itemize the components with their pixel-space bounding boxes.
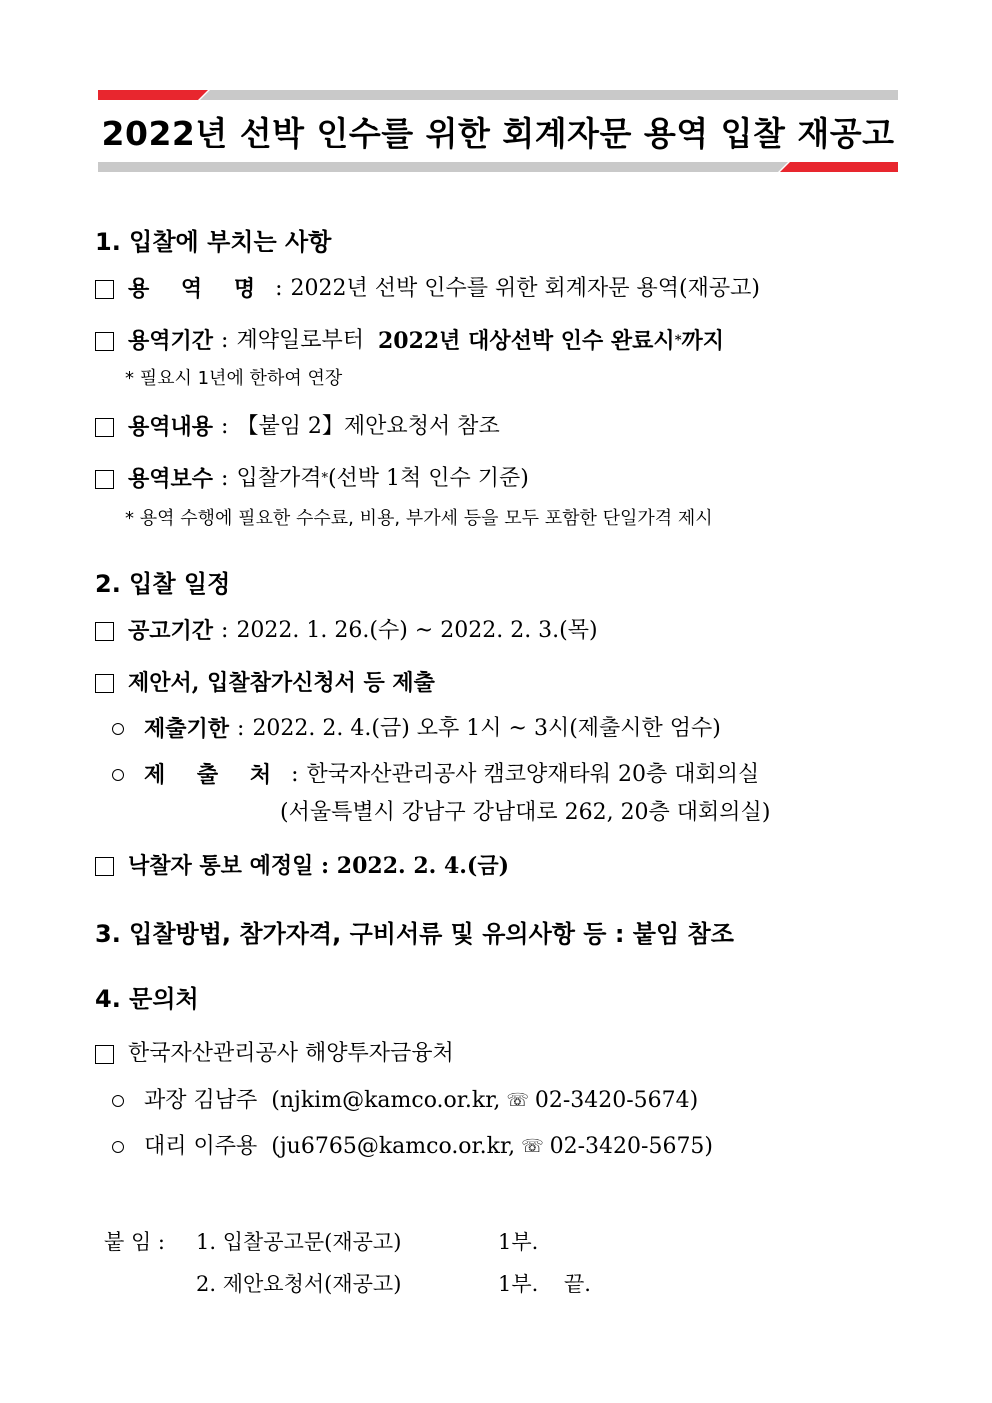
service-period-value-b: 2022년 대상선박 인수 완료시 <box>377 328 675 354</box>
notice-period-label: 공고기간 <box>128 618 214 644</box>
deadline-value: 2022. 2. 4.(금) 오후 1시 ~ 3시(제출시한 엄수) <box>252 716 721 741</box>
deadline-row: 제출기한 : 2022. 2. 4.(금) 오후 1시 ~ 3시(제출시한 엄수) <box>112 714 721 744</box>
submit-place-value: 한국자산관리공사 캠코양재타워 20층 대회의실 <box>306 762 760 787</box>
page-title: 2022년 선박 인수를 위한 회계자문 용역 입찰 재공고 <box>101 113 895 153</box>
checkbox-square-icon <box>95 1045 114 1064</box>
bullet-circle-icon <box>112 769 124 781</box>
phone-icon: ☏ <box>506 1090 529 1111</box>
checkbox-square-icon <box>95 470 114 489</box>
service-period-value-c: 까지 <box>681 328 725 354</box>
phone-icon: ☏ <box>521 1136 544 1157</box>
service-fee-note: * 용역 수행에 필요한 수수료, 비용, 부가세 등을 모두 포함한 단일가격 제시 <box>125 508 713 529</box>
award-date-label: 낙찰자 통보 예정일 : 2022. 2. 4.(금) <box>128 853 509 879</box>
service-period-row: 용역기간 : 계약일로부터 2022년 대상선박 인수 완료시 * 까지 <box>95 326 724 356</box>
submit-place-address: (서울특별시 강남구 강남대로 262, 20층 대회의실) <box>280 800 771 825</box>
award-date-row <box>95 851 509 881</box>
section-3-heading: 3. 입찰방법, 참가자격, 구비서류 및 유의사항 등 : 붙임 참조 <box>95 920 734 948</box>
service-fee-row: 용역보수 : 입찰가격 * (선박 1척 인수 기준) <box>95 464 529 494</box>
service-period-note: * 필요시 1년에 한하여 연장 <box>125 368 343 389</box>
contact-1-name: 과장 김남주 <box>144 1088 258 1113</box>
contact-org: 한국자산관리공사 해양투자금융처 <box>128 1041 454 1066</box>
title-banner <box>98 90 898 172</box>
bullet-circle-icon <box>112 1141 124 1153</box>
service-period-label: 용역기간 <box>128 328 214 354</box>
section-1-heading: 1. 입찰에 부치는 사항 <box>95 228 332 256</box>
service-name-value: 2022년 선박 인수를 위한 회계자문 용역(재공고) <box>290 276 760 301</box>
contact-1-email: (njkim@kamco.or.kr, <box>271 1088 501 1113</box>
contact-org-row <box>95 1039 454 1069</box>
service-period-value-a: 계약일로부터 <box>236 328 364 353</box>
contact-1-phone: 02-3420-5674) <box>534 1088 699 1113</box>
service-content-value: 【붙임 2】제안요청서 참조 <box>236 414 500 439</box>
checkbox-square-icon <box>95 857 114 876</box>
submission-title: 제안서, 입찰참가신청서 등 제출 <box>128 670 435 696</box>
bullet-circle-icon <box>112 1095 124 1107</box>
contact-2-row <box>112 1132 713 1162</box>
section-2-heading: 2. 입찰 일정 <box>95 570 231 598</box>
contact-1-row <box>112 1086 698 1116</box>
checkbox-square-icon <box>95 622 114 641</box>
checkbox-square-icon <box>95 418 114 437</box>
contact-2-phone: 02-3420-5675) <box>549 1134 714 1159</box>
checkbox-square-icon <box>95 332 114 351</box>
contact-2-email: (ju6765@kamco.or.kr, <box>271 1134 516 1159</box>
service-name-row: 용 역 명 : 2022년 선박 인수를 위한 회계자문 용역(재공고) <box>95 274 760 304</box>
service-fee-label: 용역보수 <box>128 466 214 492</box>
attachment-item-1-count: 1부. <box>498 1230 539 1254</box>
checkbox-square-icon <box>95 280 114 299</box>
attachment-item-2: 2. 제안요청서(재공고) <box>196 1272 402 1296</box>
section-4-heading: 4. 문의처 <box>95 985 199 1013</box>
service-name-label: 용 역 명 <box>128 276 268 302</box>
checkbox-square-icon <box>95 674 114 693</box>
submit-place-row: 제 출 처 : 한국자산관리공사 캠코양재타워 20층 대회의실 <box>112 760 759 790</box>
notice-period-row: 공고기간 : 2022. 1. 26.(수) ~ 2022. 2. 3.(목) <box>95 616 598 646</box>
deadline-label: 제출기한 <box>144 716 230 742</box>
submission-row <box>95 668 435 698</box>
document-end-mark: 끝. <box>564 1272 591 1296</box>
attachment-item-2-count: 1부. <box>498 1272 539 1296</box>
service-fee-value-b: (선박 1척 인수 기준) <box>327 466 529 491</box>
service-content-row: 용역내용 : 【붙임 2】제안요청서 참조 <box>95 412 500 442</box>
contact-2-name: 대리 이주용 <box>144 1134 258 1159</box>
submit-place-label: 제 출 처 <box>144 762 284 788</box>
service-fee-value-a: 입찰가격 <box>236 466 322 491</box>
attachment-label: 붙 임 : <box>104 1230 165 1254</box>
notice-period-value: 2022. 1. 26.(수) ~ 2022. 2. 3.(목) <box>236 618 598 643</box>
attachment-item-1: 1. 입찰공고문(재공고) <box>196 1230 402 1254</box>
service-content-label: 용역내용 <box>128 414 214 440</box>
bullet-circle-icon <box>112 723 124 735</box>
